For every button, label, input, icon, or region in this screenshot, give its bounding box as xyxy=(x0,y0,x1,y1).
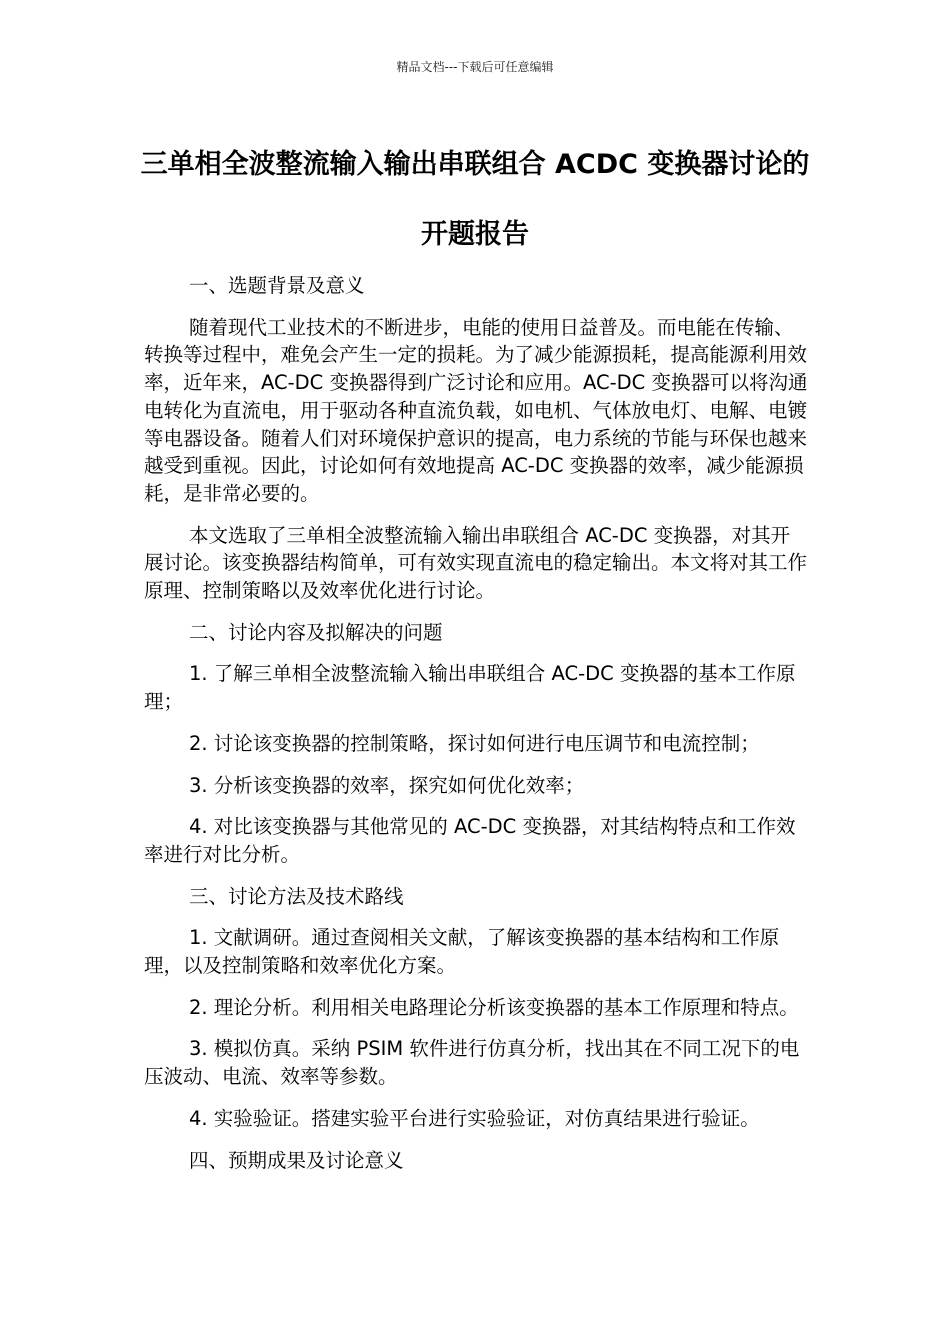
list-item: 3. 模拟仿真。采纳 PSIM 软件进行仿真分析，找出其在不同工况下的电压波动、电流、效率等参数。 xyxy=(144,1037,800,1089)
list-item: 2. 理论分析。利用相关电路理论分析该变换器的基本工作原理和特点。 xyxy=(189,995,799,1019)
list-item: 3. 分析该变换器的效率，探究如何优化效率； xyxy=(189,773,585,797)
section-heading: 三、讨论方法及技术路线 xyxy=(189,884,404,908)
section-heading: 一、选题背景及意义 xyxy=(189,274,365,297)
list-item: 1. 文献调研。通过查阅相关文献，了解该变换器的基本结构和工作原理，以及控制策略和效率优化方案。 xyxy=(144,926,780,978)
list-item: 4. 实验验证。搭建实验平台进行实验验证，对仿真结果进行验证。 xyxy=(189,1106,760,1130)
section-heading: 四、预期成果及讨论意义 xyxy=(189,1148,404,1172)
section-heading: 二、讨论内容及拟解决的问题 xyxy=(189,620,443,644)
paragraph: 随着现代工业技术的不断进步，电能的使用日益普及。而电能在传输、转换等过程中，难免会产生一定的损耗。为了减少能源损耗，提高能源利用效率，近年来，AC-DC 变换器得到广泛讨论和应用。AC-DC 变换器可以将沟通电转化为直流电，用于驱动各种直流负载，如电机、气体放电灯、电解、电镀等电器设备。随着人们对环境保护意识的提高，电力系统的节能与环保也越来越受到重视。因此，讨论如何有效地提高 AC-DC 变换器的效率，减少能源损耗，是非常必要的。 xyxy=(144,315,808,505)
document-title: 三单相全波整流输入输出串联组合 ACDC 变换器讨论的开题报告 xyxy=(140,149,810,250)
page-header: 精品文档---下载后可任意编辑 xyxy=(396,60,554,74)
document-body xyxy=(144,272,808,1188)
list-item: 2. 讨论该变换器的控制策略，探讨如何进行电压调节和电流控制； xyxy=(189,731,760,755)
list-item: 4. 对比该变换器与其他常见的 AC-DC 变换器，对其结构特点和工作效率进行对比分析。 xyxy=(144,815,796,866)
paragraph: 本文选取了三单相全波整流输入输出串联组合 AC-DC 变换器，对其开展讨论。该变换器结构简单，可有效实现直流电的稳定输出。本文将对其工作原理、控制策略以及效率优化进行讨论。 xyxy=(144,523,808,603)
list-item: 1. 了解三单相全波整流输入输出串联组合 AC-DC 变换器的基本工作原理； xyxy=(144,662,796,714)
